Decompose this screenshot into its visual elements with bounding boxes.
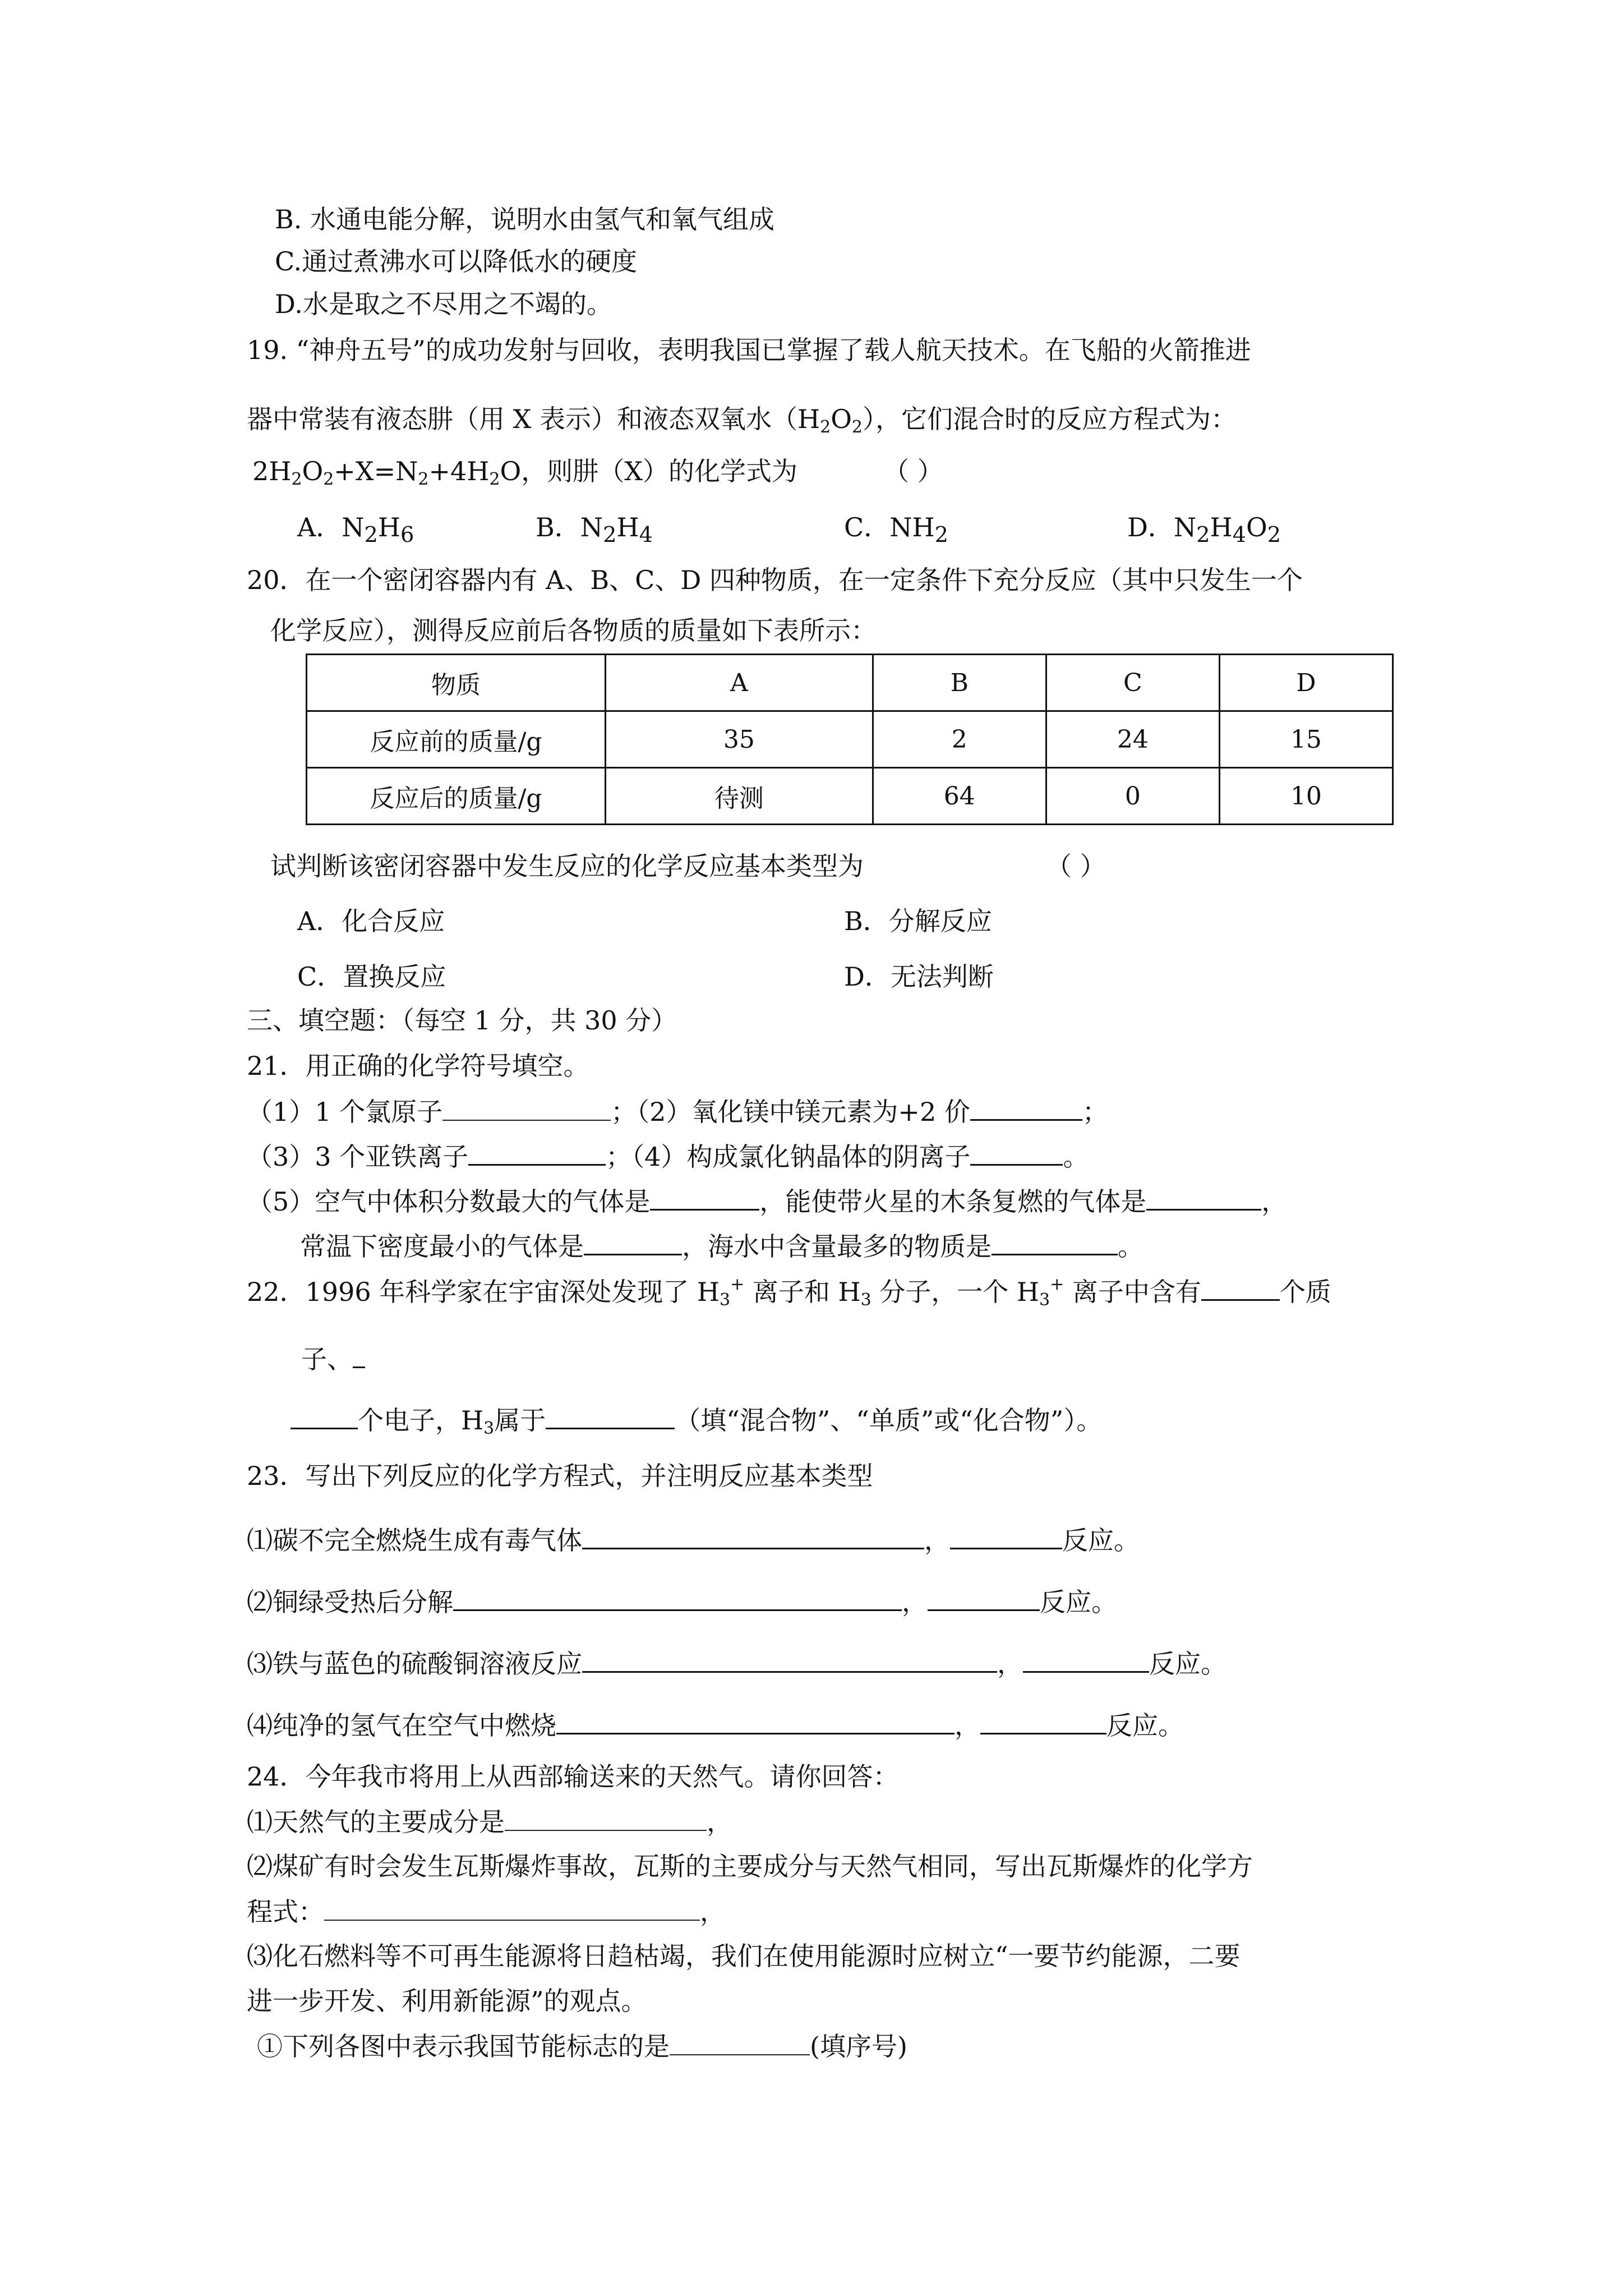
q24-line3: 程式： ， xyxy=(247,1895,726,1928)
answer-blank[interactable] xyxy=(582,1523,924,1549)
q20-option-b: B．分解反应 xyxy=(844,906,992,936)
q20-option-c: C．置换反应 xyxy=(297,961,446,992)
q19-stem-line2: 器中常装有液态肼（用 X 表示）和液态双氧水$(H_2O_2)$，它们混合时的反应方程式为： xyxy=(247,404,1237,437)
q19-option-b: B．$N_2H_4$ xyxy=(536,512,653,548)
answer-blank[interactable] xyxy=(582,1646,997,1673)
table-cell: 2 xyxy=(873,711,1046,768)
table-cell: 物质 xyxy=(307,655,606,711)
q19-answer-paren: （ ） xyxy=(883,456,943,486)
table-cell: 15 xyxy=(1219,711,1393,768)
answer-blank[interactable] xyxy=(650,1184,759,1211)
answer-blank[interactable] xyxy=(546,1403,675,1429)
q20-answer-paren: （ ） xyxy=(1046,851,1106,881)
q19-equation-line: $2H_2O_2+X=N_2+4H_2O$，则肼（X）的化学式为 xyxy=(252,456,797,489)
q20-option-d: D．无法判断 xyxy=(844,961,994,992)
answer-blank[interactable] xyxy=(980,1708,1106,1734)
table-cell: 35 xyxy=(606,711,873,768)
q21-line4: 常温下密度最小的气体是 ，海水中含量最多的物质是 。 xyxy=(300,1229,1144,1263)
q23-title: 23．写出下列反应的化学方程式，并注明反应基本类型 xyxy=(247,1461,873,1491)
table-cell: 待测 xyxy=(606,768,873,825)
table-cell: C xyxy=(1046,655,1219,711)
answer-blank[interactable] xyxy=(505,1805,707,1831)
mass-table xyxy=(306,654,1394,825)
q24-title: 24．今年我市将用上从西部输送来的天然气。请你回答： xyxy=(247,1761,899,1792)
q21-line1: （1）1 个氯原子 ；（2）氧化镁中镁元素为+2 价 ； xyxy=(247,1094,1108,1128)
q22-line1: 22．1996 年科学家在宇宙深处发现了 $H_3^+$ 离子和 $H_3$ 分子，一个 $H_3^+$ 离子中含有 个质 xyxy=(247,1274,1331,1310)
table-cell: 24 xyxy=(1046,711,1219,768)
table-cell: 10 xyxy=(1219,768,1393,825)
answer-blank[interactable] xyxy=(970,1094,1082,1121)
answer-blank[interactable] xyxy=(670,2030,810,2055)
table-cell: A xyxy=(606,655,873,711)
answer-blank[interactable] xyxy=(556,1708,955,1734)
q24-line2: ⑵煤矿有时会发生瓦斯爆炸事故，瓦斯的主要成分与天然气相同，写出瓦斯爆炸的化学方 xyxy=(247,1851,1253,1881)
q18-option-b: B. 水通电能分解，说明水由氢气和氧气组成 xyxy=(275,204,775,234)
answer-blank[interactable] xyxy=(928,1585,1040,1611)
answer-blank[interactable] xyxy=(950,1523,1062,1549)
table-cell: 反应后的质量/g xyxy=(307,768,606,825)
answer-blank[interactable] xyxy=(353,1342,365,1368)
q19-option-a: A．$N_2H_6$ xyxy=(297,512,414,548)
answer-blank[interactable] xyxy=(992,1229,1118,1255)
q23-item-2: ⑵铜绿受热后分解 ， 反应。 xyxy=(247,1585,1117,1618)
table-row xyxy=(307,711,1393,768)
q19-option-c: C．$NH_2$ xyxy=(844,512,948,548)
q24-line6: ①下列各图中表示我国节能标志的是 (填序号) xyxy=(257,2030,907,2063)
q18-option-d: D.水是取之不尽用之不竭的。 xyxy=(275,289,612,319)
table-cell: D xyxy=(1219,655,1393,711)
q18-option-c: C.通过煮沸水可以降低水的硬度 xyxy=(275,246,638,277)
q24-line5: 进一步开发、利用新能源”的观点。 xyxy=(247,1986,647,2016)
section-heading: 三、填空题：（每空 1 分，共 30 分） xyxy=(247,1005,677,1036)
table-cell: 64 xyxy=(873,768,1046,825)
q21-title: 21．用正确的化学符号填空。 xyxy=(247,1051,589,1081)
q20-stem-line1: 20．在一个密闭容器内有 A、B、C、D 四种物质，在一定条件下充分反应（其中只发生一个 xyxy=(247,565,1303,595)
answer-blank[interactable] xyxy=(1146,1184,1261,1211)
table-cell: B xyxy=(873,655,1046,711)
table-cell: 0 xyxy=(1046,768,1219,825)
q20-option-a: A．化合反应 xyxy=(297,906,445,936)
q24-line1: ⑴天然气的主要成分是 ， xyxy=(247,1805,732,1838)
table-row xyxy=(307,768,1393,825)
answer-blank[interactable] xyxy=(1201,1274,1280,1301)
table-header-row xyxy=(307,655,1393,711)
answer-blank[interactable] xyxy=(468,1139,606,1166)
answer-blank[interactable] xyxy=(453,1585,902,1611)
q19-option-d: D．$N_2H_4O_2$ xyxy=(1127,512,1281,548)
q21-line3: （5）空气中体积分数最大的气体是 ，能使带火星的木条复燃的气体是 ， xyxy=(247,1184,1287,1218)
q20-stem-line2: 化学反应），测得反应前后各物质的质量如下表所示： xyxy=(270,615,877,646)
q22-line3: 个电子，$H_3$属于 （填“混合物”、“单质”或“化合物”）。 xyxy=(291,1403,1102,1437)
answer-blank[interactable] xyxy=(1023,1646,1149,1673)
answer-blank[interactable] xyxy=(442,1095,611,1121)
q23-item-1: ⑴碳不完全燃烧生成有毒气体 ， 反应。 xyxy=(247,1523,1140,1557)
q20-question: 试判断该密闭容器中发生反应的化学反应基本类型为 xyxy=(270,851,864,881)
answer-blank[interactable] xyxy=(584,1229,682,1255)
q23-item-3: ⑶铁与蓝色的硫酸铜溶液反应 ， 反应。 xyxy=(247,1646,1227,1680)
answer-blank[interactable] xyxy=(324,1895,700,1921)
q21-line2: （3）3 个亚铁离子 ；（4）构成氯化钠晶体的阴离子 。 xyxy=(247,1139,1089,1173)
answer-blank[interactable] xyxy=(970,1139,1063,1166)
table-cell: 反应前的质量/g xyxy=(307,711,606,768)
q24-line4: ⑶化石燃料等不可再生能源将日趋枯竭，我们在使用能源时应树立“一要节约能源，二要 xyxy=(247,1941,1241,1971)
q19-stem-line1: 19. “神舟五号”的成功发射与回收，表明我国已掌握了载人航天技术。在飞船的火箭推进 xyxy=(247,335,1251,365)
q22-line2: 子、 xyxy=(301,1342,365,1375)
answer-blank[interactable] xyxy=(291,1403,358,1429)
q23-item-4: ⑷纯净的氢气在空气中燃烧 ， 反应。 xyxy=(247,1708,1184,1742)
